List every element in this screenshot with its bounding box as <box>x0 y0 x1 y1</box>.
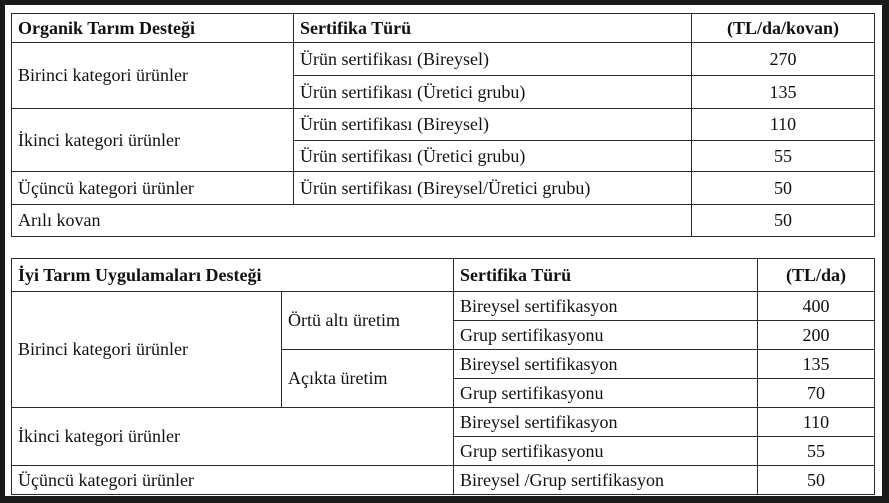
value-cell: 70 <box>758 379 875 408</box>
table-row <box>12 292 875 321</box>
table-row <box>12 466 875 495</box>
value-cell: 200 <box>758 321 875 350</box>
value-cell: 50 <box>692 172 875 205</box>
unit-header: (TL/da/kovan) <box>692 14 875 43</box>
table-header-row <box>12 14 875 43</box>
document-page <box>5 5 882 496</box>
cert-type-cell: Ürün sertifikası (Bireysel) <box>294 43 692 76</box>
value-cell: 50 <box>692 205 875 237</box>
cert-type-cell: Grup sertifikasyonu <box>454 379 758 408</box>
cert-type-cell: Bireysel sertifikasyon <box>454 408 758 437</box>
table-header-row <box>12 259 875 292</box>
table-row <box>12 109 875 141</box>
cert-type-cell: Grup sertifikasyonu <box>454 437 758 466</box>
cert-type-cell: Ürün sertifikası (Üretici grubu) <box>294 76 692 109</box>
category-cell: Arılı kovan <box>12 205 692 237</box>
value-cell: 55 <box>692 141 875 172</box>
cert-type-cell: Bireysel /Grup sertifikasyon <box>454 466 758 495</box>
category-cell: Üçüncü kategori ürünler <box>12 172 294 205</box>
cert-type-cell: Ürün sertifikası (Bireysel/Üretici grubu) <box>294 172 692 205</box>
cert-type-cell: Bireysel sertifikasyon <box>454 292 758 321</box>
cert-type-cell: Bireysel sertifikasyon <box>454 350 758 379</box>
value-cell: 110 <box>692 109 875 141</box>
table-row <box>12 43 875 76</box>
good-agri-title-cell: İyi Tarım Uygulamaları Desteği <box>12 259 454 292</box>
value-cell: 110 <box>758 408 875 437</box>
table-row <box>12 205 875 237</box>
organic-support-table <box>11 13 875 237</box>
value-cell: 400 <box>758 292 875 321</box>
category-cell: İkinci kategori ürünler <box>12 408 454 466</box>
value-cell: 55 <box>758 437 875 466</box>
value-cell: 50 <box>758 466 875 495</box>
cert-type-header: Sertifika Türü <box>454 259 758 292</box>
category-cell: İkinci kategori ürünler <box>12 109 294 172</box>
unit-header: (TL/da) <box>758 259 875 292</box>
category-cell: Birinci kategori ürünler <box>12 292 282 408</box>
cert-type-cell: Ürün sertifikası (Bireysel) <box>294 109 692 141</box>
production-type-cell: Açıkta üretim <box>282 350 454 408</box>
value-cell: 135 <box>758 350 875 379</box>
cert-type-cell: Ürün sertifikası (Üretici grubu) <box>294 141 692 172</box>
category-cell: Birinci kategori ürünler <box>12 43 294 109</box>
table-row <box>12 408 875 437</box>
good-agriculture-support-table <box>11 258 875 495</box>
organic-title-cell: Organik Tarım Desteği <box>12 14 294 43</box>
table-row <box>12 172 875 205</box>
cert-type-cell: Grup sertifikasyonu <box>454 321 758 350</box>
value-cell: 135 <box>692 76 875 109</box>
value-cell: 270 <box>692 43 875 76</box>
cert-type-header: Sertifika Türü <box>294 14 692 43</box>
production-type-cell: Örtü altı üretim <box>282 292 454 350</box>
category-cell: Üçüncü kategori ürünler <box>12 466 454 495</box>
